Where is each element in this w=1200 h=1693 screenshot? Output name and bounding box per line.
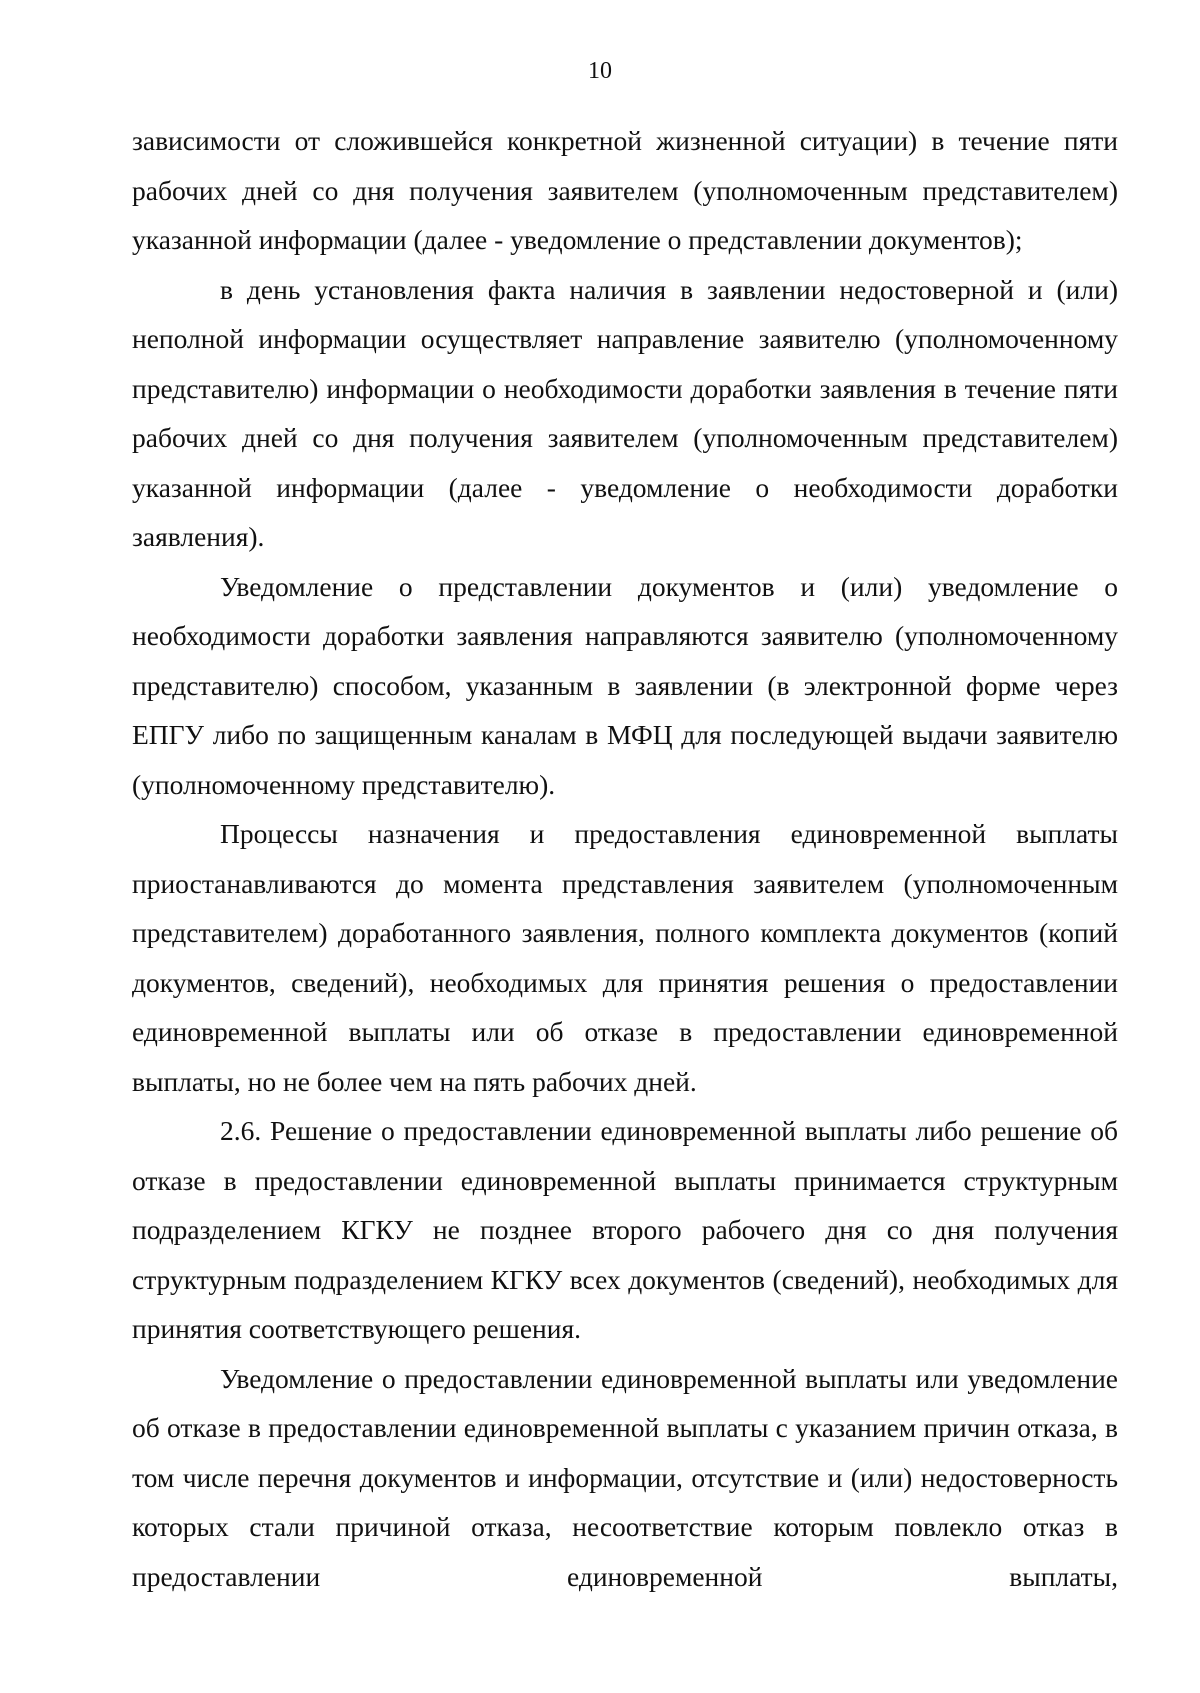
paragraph: зависимости от сложившейся конкретной жизненной ситуации) в течение пяти рабочих дней со дня получения заявителем (уполномоченным представителем) указанной информации (далее - уведомление о представлении документов); [132,125,1118,255]
paragraph: Уведомление о предоставлении единовременной выплаты или уведомление об отказе в предоставлении единовременной выплаты с указанием причин отказа, в том числе перечня документов и информации, отсутствие и (или) недостоверность которых стали причиной отказа, несоответствие которым повлекло отказ в предоставлении единовременной выплаты, [132,1362,1118,1592]
body-text [132,116,1118,1601]
paragraph: Процессы назначения и предоставления единовременной выплаты приостанавливаются до момента представления заявителем (уполномоченным представителем) доработанного заявления, полного комплекта документов (копий документов, сведений), необходимых для принятия решения о предоставлении единовременной выплаты или об отказе в предоставлении единовременной выплаты, но не более чем на пять рабочих дней. [132,818,1118,1097]
page-number: 10 [588,58,612,84]
paragraph: 2.6. Решение о предоставлении единовременной выплаты либо решение об отказе в предоставлении единовременной выплаты принимается структурным подразделением КГКУ не позднее второго рабочего дня со дня получения структурным подразделением КГКУ всех документов (сведений), необходимых для принятия соответствующего решения. [132,1115,1118,1344]
paragraph: Уведомление о представлении документов и (или) уведомление о необходимости доработки заявления направляются заявителю (уполномоченному представителю) способом, указанным в заявлении (в электронной форме через ЕПГУ либо по защищенным каналам в МФЦ для последующей выдачи заявителю (уполномоченному представителю). [132,570,1118,800]
paragraph: в день установления факта наличия в заявлении недостоверной и (или) неполной информации осуществляет направление заявителю (уполномоченному представителю) информации о необходимости доработки заявления в течение пяти рабочих дней со дня получения заявителем (уполномоченным представителем) указанной информации (далее - уведомление о необходимости доработки заявления). [132,273,1118,552]
